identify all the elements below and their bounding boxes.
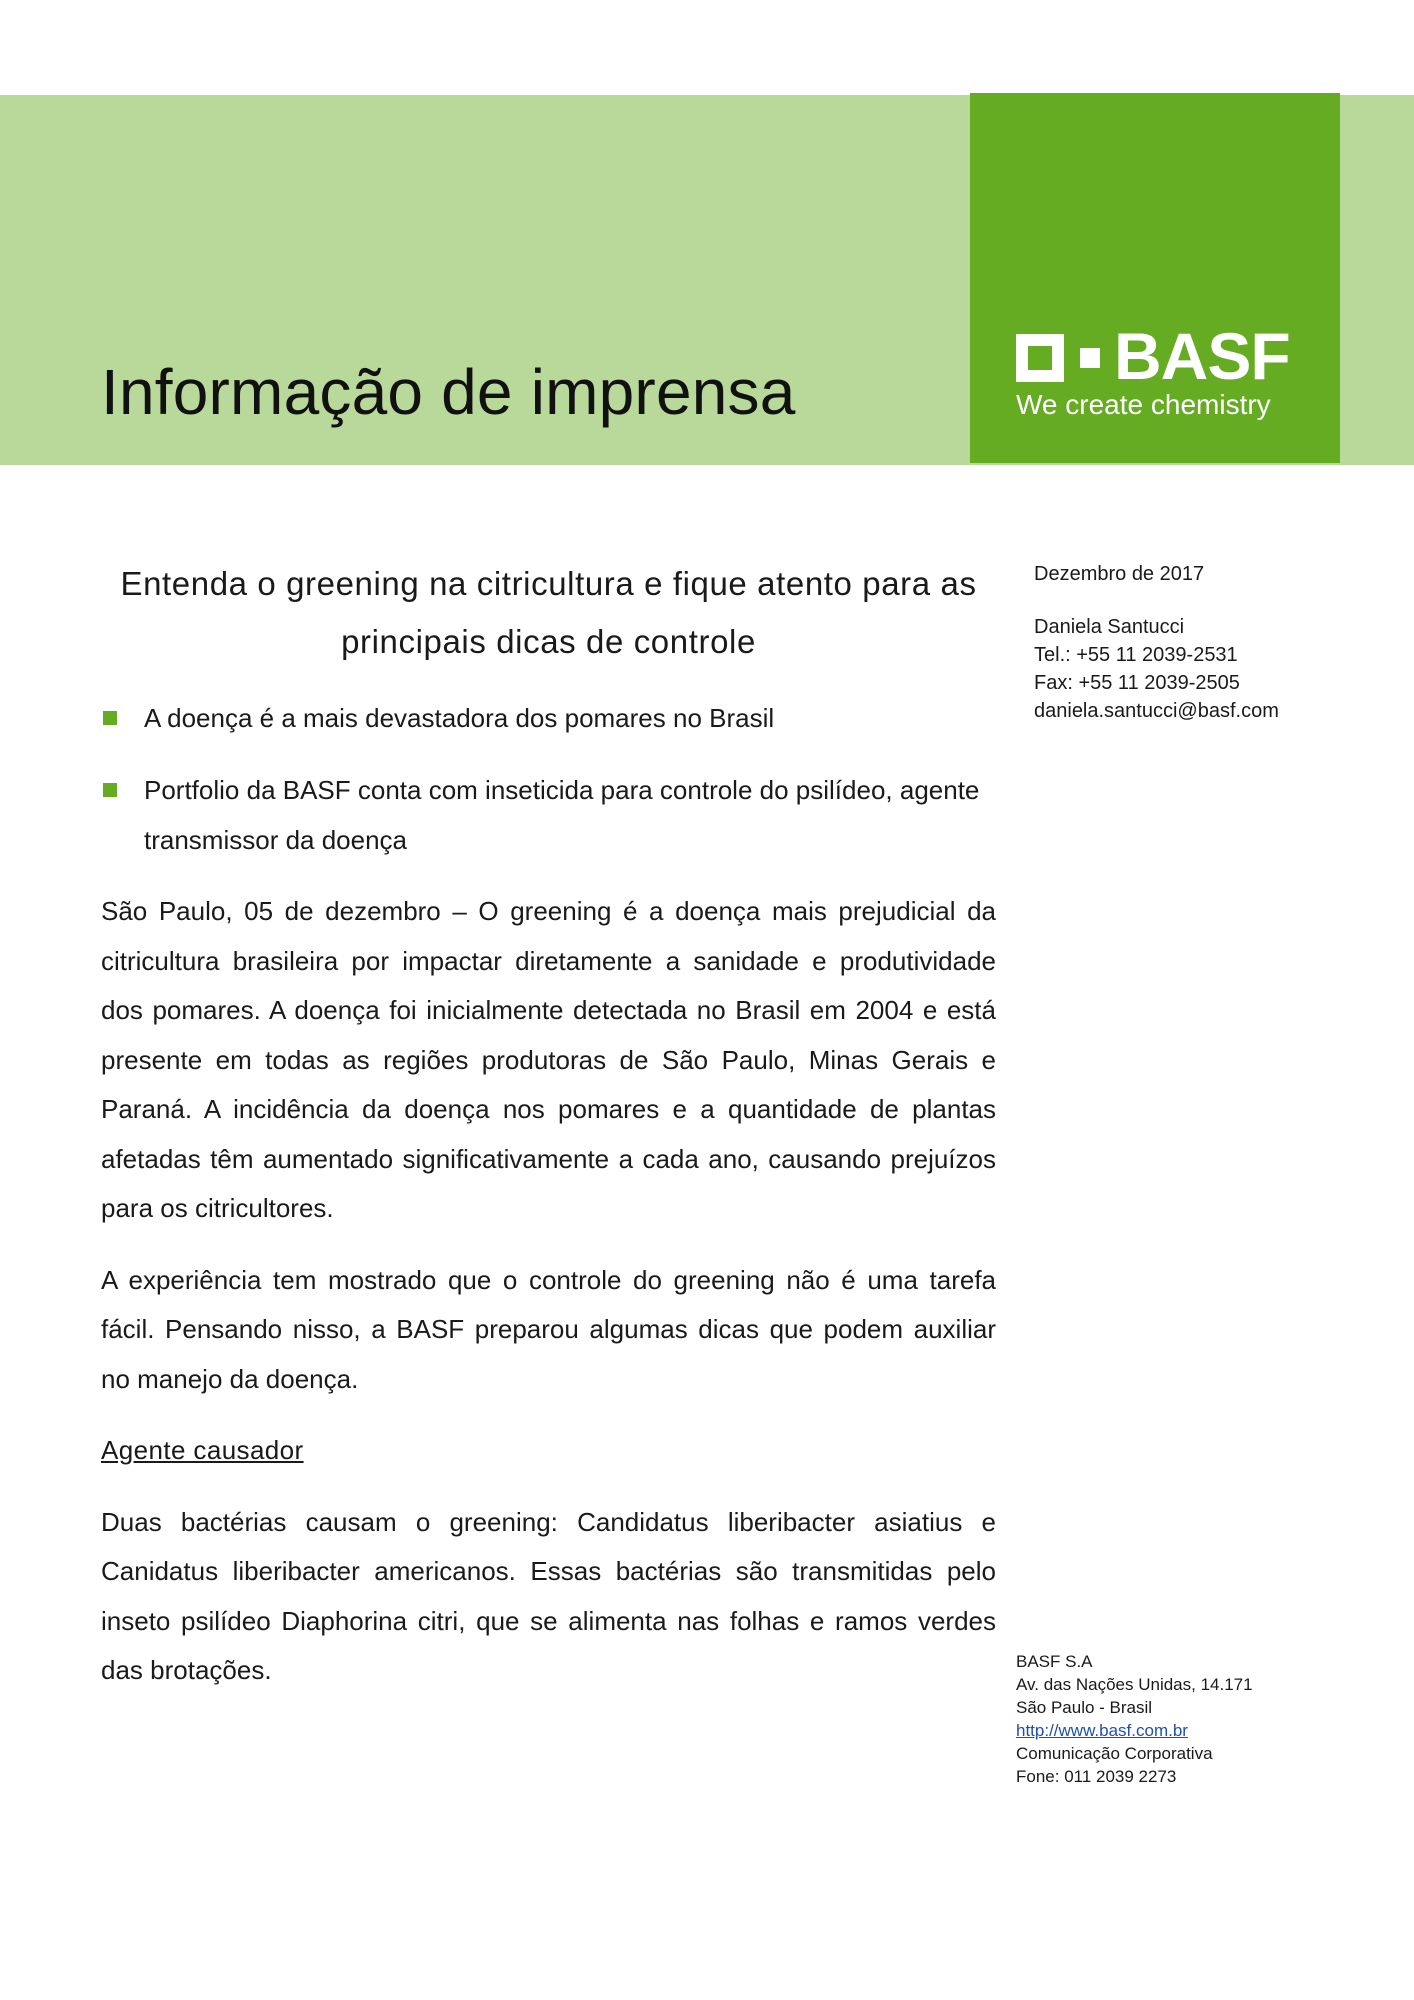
article-body — [101, 887, 996, 1718]
website-link[interactable]: http://www.basf.com.br — [1016, 1721, 1188, 1740]
green-square-bullet-icon — [103, 711, 117, 725]
paragraph: A experiência tem mostrado que o controle do greening não é uma tarefa fácil. Pensando nisso, a BASF preparou algumas dicas que podem auxiliar no manejo da doença. — [101, 1264, 996, 1394]
paragraph: São Paulo, 05 de dezembro – O greening é a doença mais prejudicial da citricultura brasileira por impactar diretamente a sanidade e produtividade dos pomares. A doença foi inicialmente detectada no Brasil em 2004 e está presente em todas as regiões produtoras de São Paulo, Minas Gerais e Paraná. A incidência da doença nos pomares e a quantidade de plantas afetadas têm aumentado significativamente a cada ano, causando prejuízos para os citricultores. — [101, 896, 996, 1223]
company-footer — [1016, 1650, 1396, 1788]
footer-company: BASF S.A — [1016, 1652, 1093, 1671]
logo-square-icon — [1016, 334, 1064, 382]
release-date: Dezembro de 2017 — [1034, 563, 1205, 585]
list-item — [101, 765, 996, 865]
page-title: Informação de imprensa — [101, 356, 796, 428]
green-square-bullet-icon — [103, 783, 117, 797]
paragraph: Duas bactérias causam o greening: Candidatus liberibacter asiatius e Canidatus liberibacter americanos. Essas bactérias são transmitidas pelo inseto psilídeo Diaphorina citri, que se alimenta nas folhas e ramos verdes das brotações. — [101, 1506, 996, 1685]
logo-wordmark: BASF — [1114, 319, 1290, 393]
bullet-text: A doença é a mais devastadora dos pomares no Brasil — [144, 703, 775, 733]
bullet-text: Portfolio da BASF conta com inseticida para controle do psilídeo, agente transmissor da doença — [144, 775, 980, 855]
contact-tel: Tel.: +55 11 2039-2531 — [1034, 644, 1238, 666]
footer-city: São Paulo - Brasil — [1016, 1698, 1153, 1717]
logo-tagline: We create chemistry — [1016, 389, 1271, 420]
footer-phone: Fone: 011 2039 2273 — [1016, 1767, 1177, 1786]
basf-logo-mark — [1016, 319, 1296, 393]
footer-address: Av. das Nações Unidas, 14.171 — [1016, 1675, 1253, 1694]
basf-logo — [970, 93, 1340, 463]
contact-sidebar — [1034, 560, 1394, 725]
contact-fax: Fax: +55 11 2039-2505 — [1034, 672, 1240, 694]
list-item — [101, 693, 996, 743]
article-title: Entenda o greening na citricultura e fique atento para as principais dicas de controle — [120, 565, 977, 660]
logo-dot-icon — [1080, 348, 1100, 368]
contact-name: Daniela Santucci — [1034, 616, 1185, 638]
contact-email[interactable]: daniela.santucci@basf.com — [1034, 700, 1279, 722]
highlights-list — [101, 693, 996, 887]
footer-department: Comunicação Corporativa — [1016, 1744, 1213, 1763]
section-heading: Agente causador — [101, 1435, 304, 1465]
